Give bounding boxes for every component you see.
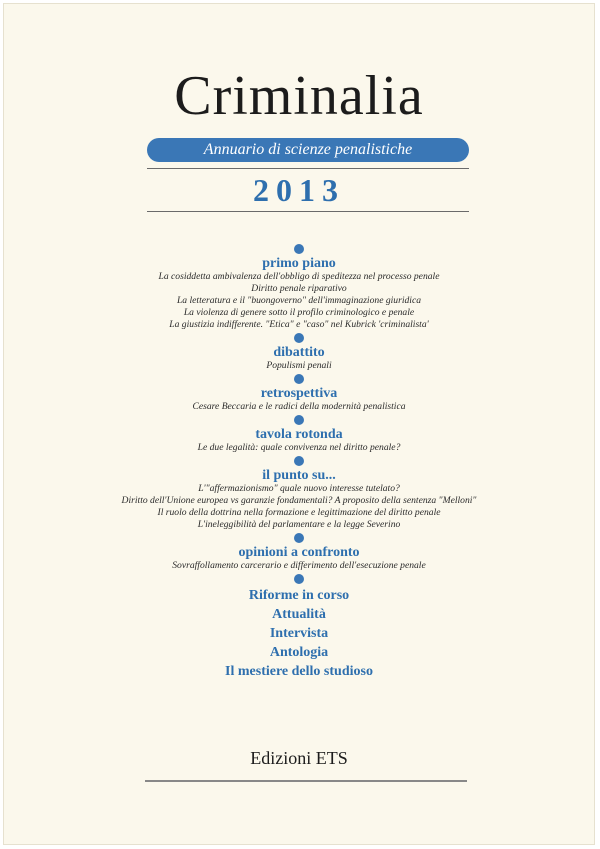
extra-section-mestiere: Il mestiere dello studioso xyxy=(225,664,373,679)
toc-section-primo-piano xyxy=(4,244,594,331)
section-article: L'"affermazionismo" quale nuovo interesse tutelato? xyxy=(198,483,400,494)
book-cover xyxy=(3,3,595,845)
journal-title: Criminalia xyxy=(174,65,424,127)
section-title: retrospettiva xyxy=(260,386,338,401)
section-article: Populismi penali xyxy=(266,360,332,371)
section-title: il punto su... xyxy=(262,468,336,483)
divider-top xyxy=(147,168,469,169)
section-title: opinioni a confronto xyxy=(238,545,360,560)
bullet-dot-icon xyxy=(294,374,304,384)
extra-sections-list xyxy=(4,586,594,681)
section-article: La giustizia indifferente. "Etica" e "caso" nel Kubrick 'criminalista' xyxy=(169,319,429,330)
section-article: Sovraffollamento carcerario e differimento dell'esecuzione penale xyxy=(172,560,426,571)
publisher-name: Edizioni ETS xyxy=(250,748,348,768)
toc-section-tavola-rotonda xyxy=(4,415,594,454)
bullet-dot-icon xyxy=(294,574,304,584)
section-article: La letteratura e il "buongoverno" dell'immaginazione giuridica xyxy=(176,295,422,306)
extra-section-riforme: Riforme in corso xyxy=(248,588,350,603)
extra-section-antologia: Antologia xyxy=(269,645,329,660)
toc-section-il-punto-su xyxy=(4,456,594,531)
section-article: Cesare Beccaria e le radici della modernità penalistica xyxy=(192,401,406,412)
divider-bottom xyxy=(145,780,467,782)
journal-subtitle-banner xyxy=(147,138,469,162)
toc-section-retrospettiva xyxy=(4,374,594,413)
journal-year: 2013 xyxy=(253,172,345,208)
section-article: Le due legalità: quale convivenza nel diritto penale? xyxy=(197,442,401,453)
section-article: La violenza di genere sotto il profilo criminologico e penale xyxy=(183,307,415,318)
table-of-contents xyxy=(4,244,594,681)
section-title: primo piano xyxy=(262,256,336,271)
bullet-dot-icon xyxy=(294,244,304,254)
bullet-dot-icon xyxy=(294,415,304,425)
section-title: tavola rotonda xyxy=(255,427,343,442)
extra-section-intervista: Intervista xyxy=(269,626,329,641)
section-article: L'ineleggibilità del parlamentare e la legge Severino xyxy=(197,519,401,530)
divider-under-year xyxy=(147,211,469,212)
journal-subtitle: Annuario di scienze penalistiche xyxy=(203,141,413,158)
section-article: Diritto dell'Unione europea vs garanzie fondamentali? A proposito della sentenza "Melloni" xyxy=(121,495,477,506)
section-article: Diritto penale riparativo xyxy=(251,283,347,294)
bullet-dot-icon xyxy=(294,456,304,466)
bullet-dot-icon xyxy=(294,333,304,343)
toc-section-dibattito xyxy=(4,333,594,372)
section-article: Il ruolo della dottrina nella formazione e legittimazione del diritto penale xyxy=(157,507,441,518)
section-article: La cosiddetta ambivalenza dell'obbligo di speditezza nel processo penale xyxy=(158,271,440,282)
section-title: dibattito xyxy=(273,345,325,360)
toc-section-opinioni-a-confronto xyxy=(4,533,594,572)
extra-section-attualita: Attualità xyxy=(272,607,326,622)
bullet-dot-icon xyxy=(294,533,304,543)
